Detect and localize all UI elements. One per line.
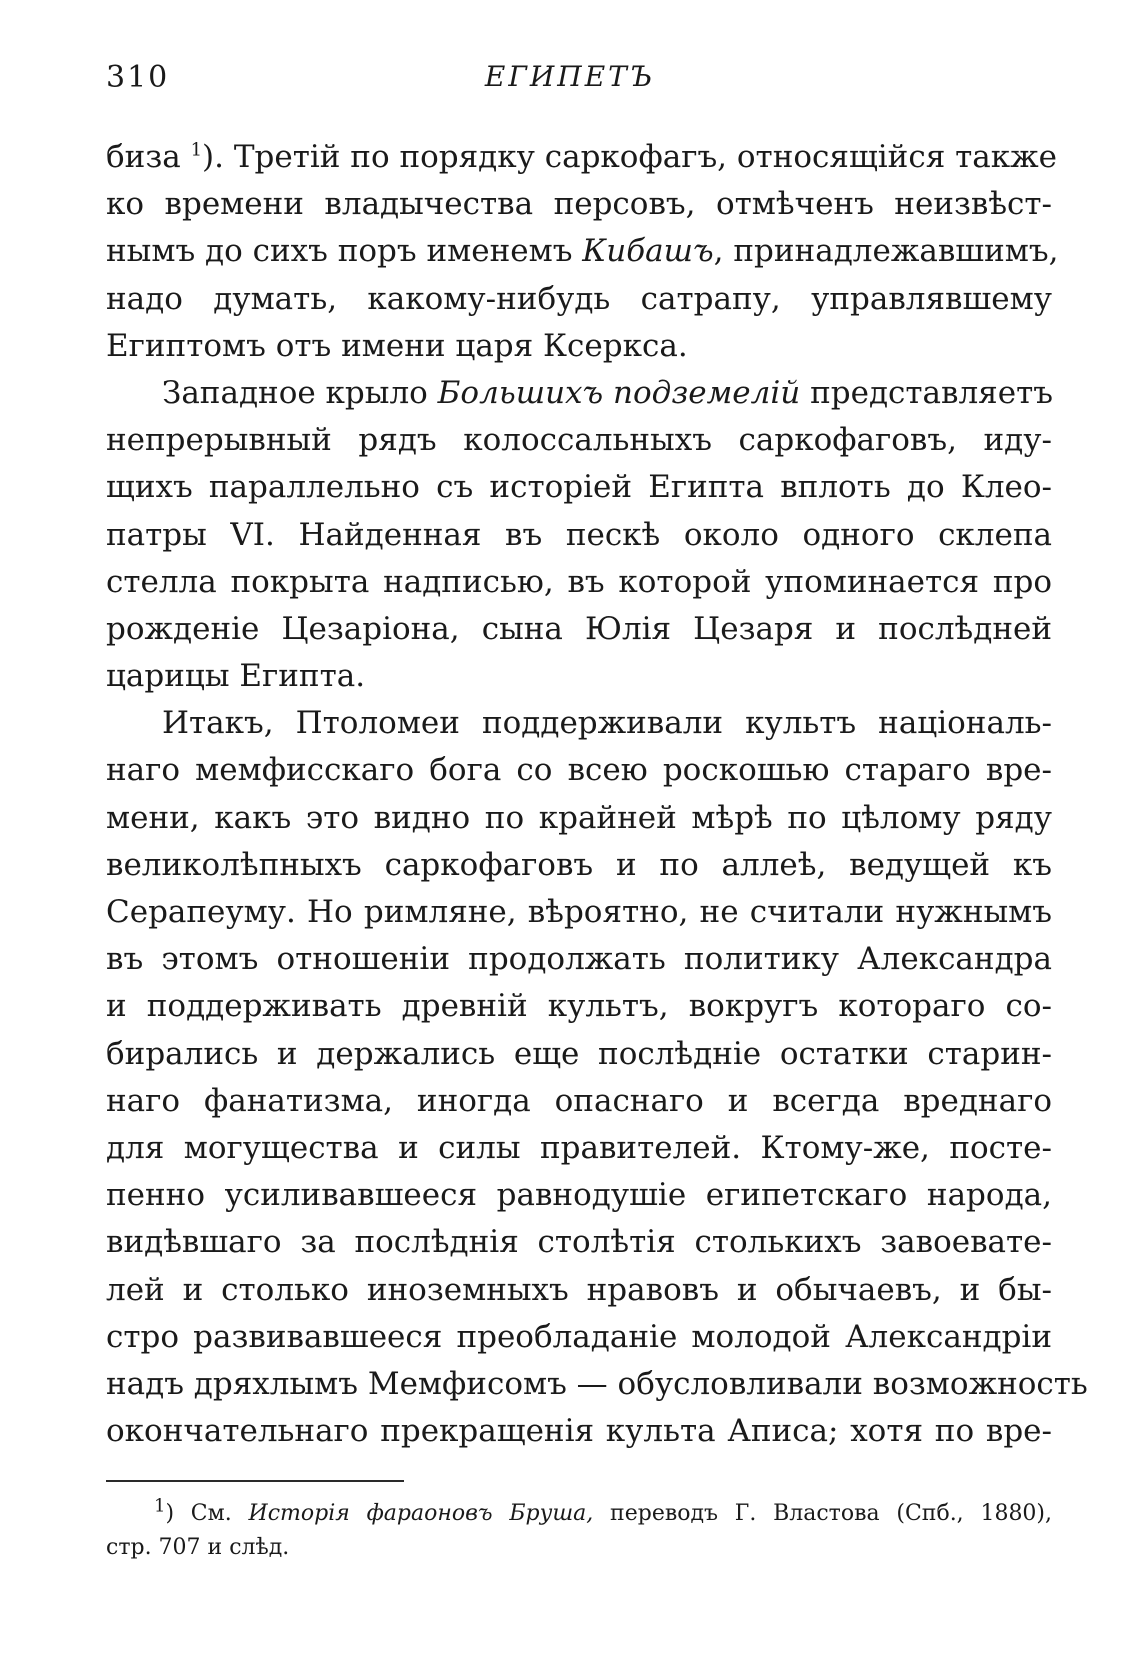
text-line: надо думать, какому-нибудь сатрапу, управлявшему: [106, 280, 1052, 317]
text-line: стелла покрыта надписью, въ которой упоминается про: [106, 563, 1052, 600]
footnote-line: стр. 707 и слѣд.: [106, 1535, 290, 1560]
text-line: надъ дряхлымъ Мемфисомъ — обусловливали возможность: [106, 1365, 1088, 1402]
text-line: бирались и держались еще послѣдніе остатки старин-: [106, 1035, 1052, 1072]
emphasis: Кибашъ: [582, 233, 714, 270]
running-head: ЕГИПЕТЪ: [484, 60, 656, 93]
footnote-marker: 1: [154, 1495, 166, 1517]
footnote-title: Исторія фараоновъ Бруша,: [248, 1501, 594, 1526]
text-line: мени, какъ это видно по крайней мѣрѣ по цѣлому ряду: [106, 799, 1052, 836]
text-line: Серапеуму. Но римляне, вѣроятно, не считали нужнымъ: [106, 894, 1052, 930]
text-line: Итакъ, Птоломеи поддерживали культъ національ-: [162, 705, 1052, 742]
text-line: царицы Египта.: [106, 658, 366, 695]
text-line: нымъ до сихъ поръ именемъ Кибашъ, принадлежавшимъ,: [106, 233, 1059, 270]
page-number: 310: [106, 60, 170, 95]
footnote-divider: [106, 1480, 404, 1482]
text-line: наго фанатизма, иногда опаснаго и всегда вреднаго: [106, 1082, 1052, 1119]
text-line: стро развивавшееся преобладаніе молодой Александріи: [106, 1318, 1052, 1355]
text-line: рожденіе Цезаріона, сына Юлія Цезаря и послѣдней: [106, 610, 1052, 647]
footnote: [106, 1497, 1052, 1565]
text-line: и поддерживать древній культъ, вокругъ котораго со-: [106, 988, 1052, 1025]
text-line: великолѣпныхъ саркофаговъ и по аллеѣ, ведущей къ: [106, 846, 1052, 883]
text-line: видѣвшаго за послѣднія столѣтія столькихъ завоевате-: [106, 1224, 1052, 1261]
footnote-line: $^1$) См. Исторія фараоновъ Бруша, переводъ Г. Властова (Спб., 1880),: [154, 1495, 1053, 1526]
text-line: для могущества и силы правителей. Ктому-же, посте-: [106, 1129, 1052, 1166]
body-text: [106, 134, 1088, 1455]
text-line: биза $^1$). Третій по порядку саркофагъ, относящійся также: [106, 139, 1057, 175]
text-line: патры VI. Найденная въ пескѣ около одного склепа: [106, 516, 1052, 553]
text-line: ко времени владычества персовъ, отмѣченъ неизвѣст-: [106, 186, 1052, 223]
text-line: Западное крыло Большихъ подземелій представляетъ: [162, 374, 1053, 411]
text-line: окончательнаго прекращенія культа Аписа; хотя по вре-: [106, 1413, 1052, 1450]
text-line: наго мемфисскаго бога со всею роскошью стараго вре-: [106, 752, 1052, 789]
text-line: пенно усиливавшееся равнодушіе египетскаго народа,: [106, 1177, 1052, 1214]
text-line: щихъ параллельно съ исторіей Египта вплоть до Клео-: [106, 469, 1052, 506]
text-line: въ этомъ отношеніи продолжать политику Александра: [106, 941, 1052, 978]
text-line: Египтомъ отъ имени царя Ксеркса.: [106, 327, 688, 364]
text-line: непрерывный рядъ колоссальныхъ саркофаговъ, иду-: [106, 422, 1052, 459]
text-line: лей и столько иноземныхъ нравовъ и обычаевъ, и бы-: [106, 1271, 1052, 1308]
footnote-ref[interactable]: 1: [190, 139, 203, 161]
emphasis: Большихъ подземелій: [437, 374, 801, 411]
